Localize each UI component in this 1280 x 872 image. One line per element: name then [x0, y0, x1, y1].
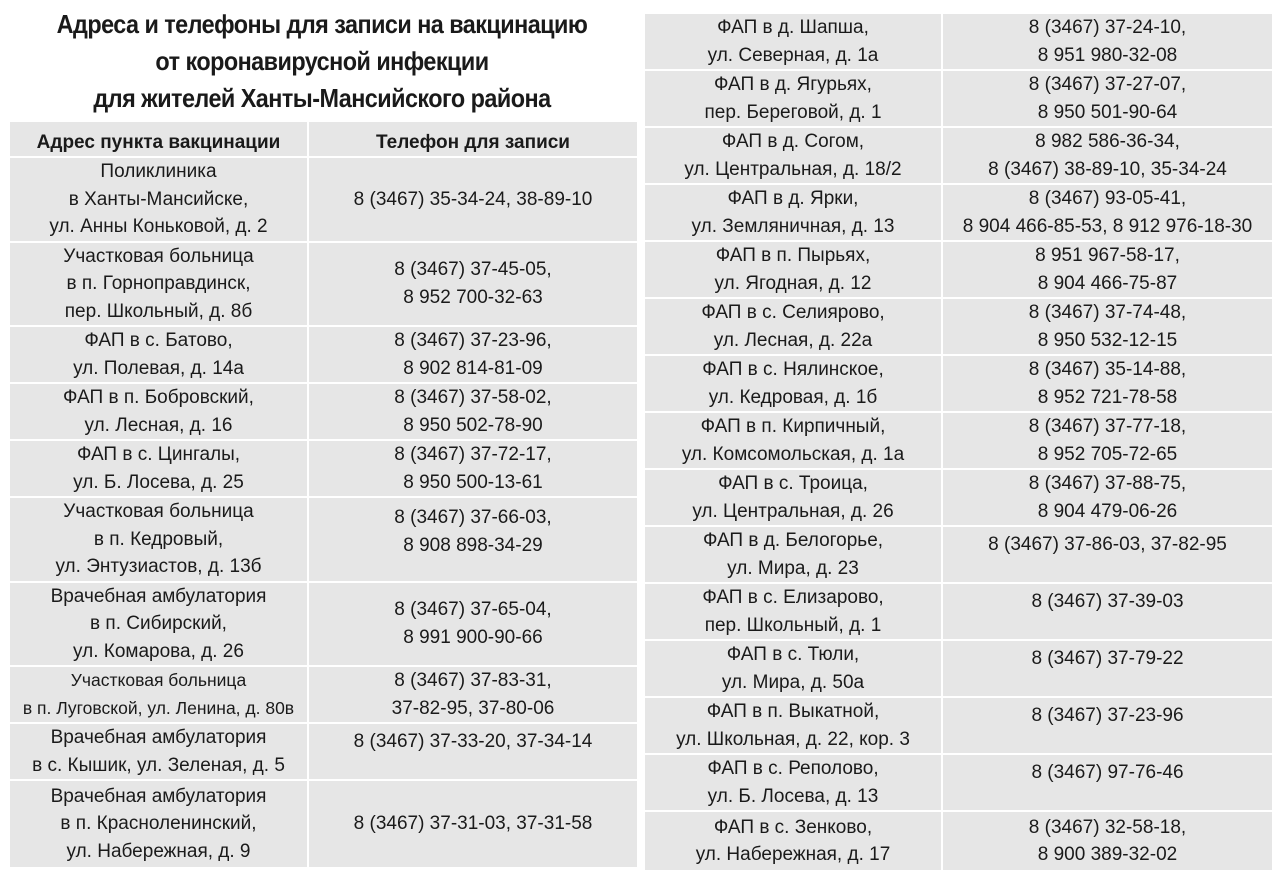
phone-cell: 8 (3467) 37-88-75, 8 904 479-06-26	[941, 470, 1272, 527]
table-row	[645, 698, 1272, 755]
left-vaccination-table	[10, 122, 637, 869]
title-line-1: Адреса и телефоны для записи на вакцинацию	[56, 9, 588, 39]
table-row	[645, 242, 1272, 299]
address-cell: ФАП в д. Согом, ул. Центральная, д. 18/2	[645, 128, 941, 185]
table-row	[645, 641, 1272, 698]
phone-cell: 8 (3467) 37-27-07, 8 950 501-90-64	[941, 71, 1272, 128]
phone-cell: 8 (3467) 37-33-20, 37-34-14	[307, 724, 637, 781]
address-cell: ФАП в с. Цингалы, ул. Б. Лосева, д. 25	[10, 441, 307, 498]
address-cell: ФАП в д. Ягурьях, пер. Береговой, д. 1	[645, 71, 941, 128]
table-row	[645, 128, 1272, 185]
title-line-3: для жителей Ханты-Мансийского района	[93, 83, 551, 113]
address-cell: ФАП в с. Нялинское, ул. Кедровая, д. 1б	[645, 356, 941, 413]
phone-cell: 8 (3467) 37-72-17, 8 950 500-13-61	[307, 441, 637, 498]
table-row	[645, 356, 1272, 413]
address-cell: Участковая больница в п. Кедровый, ул. Энтузиастов, д. 13б	[10, 498, 307, 583]
table-row	[645, 755, 1272, 812]
address-cell: ФАП в с. Троица, ул. Центральная, д. 26	[645, 470, 941, 527]
phone-cell: 8 (3467) 35-34-24, 38-89-10	[307, 158, 637, 243]
phone-cell: 8 (3467) 37-86-03, 37-82-95	[941, 527, 1272, 584]
table-row	[10, 667, 637, 724]
right-vaccination-table	[645, 14, 1272, 872]
address-cell: ФАП в с. Реполово, ул. Б. Лосева, д. 13	[645, 755, 941, 812]
table-row	[10, 158, 637, 243]
table-row	[10, 327, 637, 384]
title-line-2: от коронавирусной инфекции	[155, 46, 489, 76]
address-cell: Участковая больница в п. Луговской, ул. Ленина, д. 80в	[10, 667, 307, 724]
table-row	[645, 584, 1272, 641]
table-row	[10, 441, 637, 498]
table-row	[645, 299, 1272, 356]
phone-cell: 8 (3467) 37-31-03, 37-31-58	[307, 781, 637, 869]
table-row	[10, 384, 637, 441]
table-row	[10, 724, 637, 781]
phone-cell: 8 (3467) 37-79-22	[941, 641, 1272, 698]
table-row	[10, 243, 637, 328]
address-cell: ФАП в с. Тюли, ул. Мира, д. 50а	[645, 641, 941, 698]
table-row	[645, 14, 1272, 71]
address-cell: Врачебная амбулатория в с. Кышик, ул. Зеленая, д. 5	[10, 724, 307, 781]
phone-cell: 8 951 967-58-17, 8 904 466-75-87	[941, 242, 1272, 299]
address-cell: ФАП в п. Бобровский, ул. Лесная, д. 16	[10, 384, 307, 441]
address-cell: Врачебная амбулатория в п. Сибирский, ул. Комарова, д. 26	[10, 583, 307, 668]
address-cell: ФАП в п. Выкатной, ул. Школьная, д. 22, кор. 3	[645, 698, 941, 755]
phone-cell: 8 (3467) 37-24-10, 8 951 980-32-08	[941, 14, 1272, 71]
address-column-header: Адрес пункта вакцинации	[10, 122, 307, 158]
phone-cell: 8 982 586-36-34, 8 (3467) 38-89-10, 35-34-24	[941, 128, 1272, 185]
table-row	[10, 583, 637, 668]
phone-cell: 8 (3467) 37-23-96	[941, 698, 1272, 755]
phone-cell: 8 (3467) 37-23-96, 8 902 814-81-09	[307, 327, 637, 384]
address-cell: ФАП в д. Белогорье, ул. Мира, д. 23	[645, 527, 941, 584]
address-cell: ФАП в п. Кирпичный, ул. Комсомольская, д. 1а	[645, 413, 941, 470]
phone-cell: 8 (3467) 37-83-31, 37-82-95, 37-80-06	[307, 667, 637, 724]
table-row	[645, 812, 1272, 872]
table-header-row	[10, 122, 637, 158]
address-cell: ФАП в п. Пырьях, ул. Ягодная, д. 12	[645, 242, 941, 299]
address-cell: ФАП в д. Шапша, ул. Северная, д. 1а	[645, 14, 941, 71]
table-row	[10, 498, 637, 583]
phone-cell: 8 (3467) 37-77-18, 8 952 705-72-65	[941, 413, 1272, 470]
phone-cell: 8 (3467) 97-76-46	[941, 755, 1272, 812]
page-title	[41, 6, 603, 117]
address-cell: ФАП в с. Селиярово, ул. Лесная, д. 22а	[645, 299, 941, 356]
phone-column-header: Телефон для записи	[307, 122, 637, 158]
phone-cell: 8 (3467) 37-39-03	[941, 584, 1272, 641]
phone-cell: 8 (3467) 37-74-48, 8 950 532-12-15	[941, 299, 1272, 356]
phone-cell: 8 (3467) 93-05-41, 8 904 466-85-53, 8 912 976-18-30	[941, 185, 1272, 242]
table-row	[645, 71, 1272, 128]
table-row	[645, 185, 1272, 242]
table-row	[645, 527, 1272, 584]
table-row	[645, 413, 1272, 470]
address-cell: ФАП в д. Ярки, ул. Земляничная, д. 13	[645, 185, 941, 242]
address-cell: Поликлиника в Ханты-Мансийске, ул. Анны Коньковой, д. 2	[10, 158, 307, 243]
phone-cell: 8 (3467) 37-66-03, 8 908 898-34-29	[307, 498, 637, 583]
address-cell: ФАП в с. Батово, ул. Полевая, д. 14а	[10, 327, 307, 384]
address-cell: Участковая больница в п. Горноправдинск, пер. Школьный, д. 8б	[10, 243, 307, 328]
address-cell: ФАП в с. Зенково, ул. Набережная, д. 17	[645, 812, 941, 872]
address-cell: Врачебная амбулатория в п. Красноленинский, ул. Набережная, д. 9	[10, 781, 307, 869]
phone-cell: 8 (3467) 37-58-02, 8 950 502-78-90	[307, 384, 637, 441]
address-cell: ФАП в с. Елизарово, пер. Школьный, д. 1	[645, 584, 941, 641]
phone-cell: 8 (3467) 32-58-18, 8 900 389-32-02	[941, 812, 1272, 872]
phone-cell: 8 (3467) 35-14-88, 8 952 721-78-58	[941, 356, 1272, 413]
table-row	[645, 470, 1272, 527]
phone-cell: 8 (3467) 37-65-04, 8 991 900-90-66	[307, 583, 637, 668]
table-row	[10, 781, 637, 869]
phone-cell: 8 (3467) 37-45-05, 8 952 700-32-63	[307, 243, 637, 328]
